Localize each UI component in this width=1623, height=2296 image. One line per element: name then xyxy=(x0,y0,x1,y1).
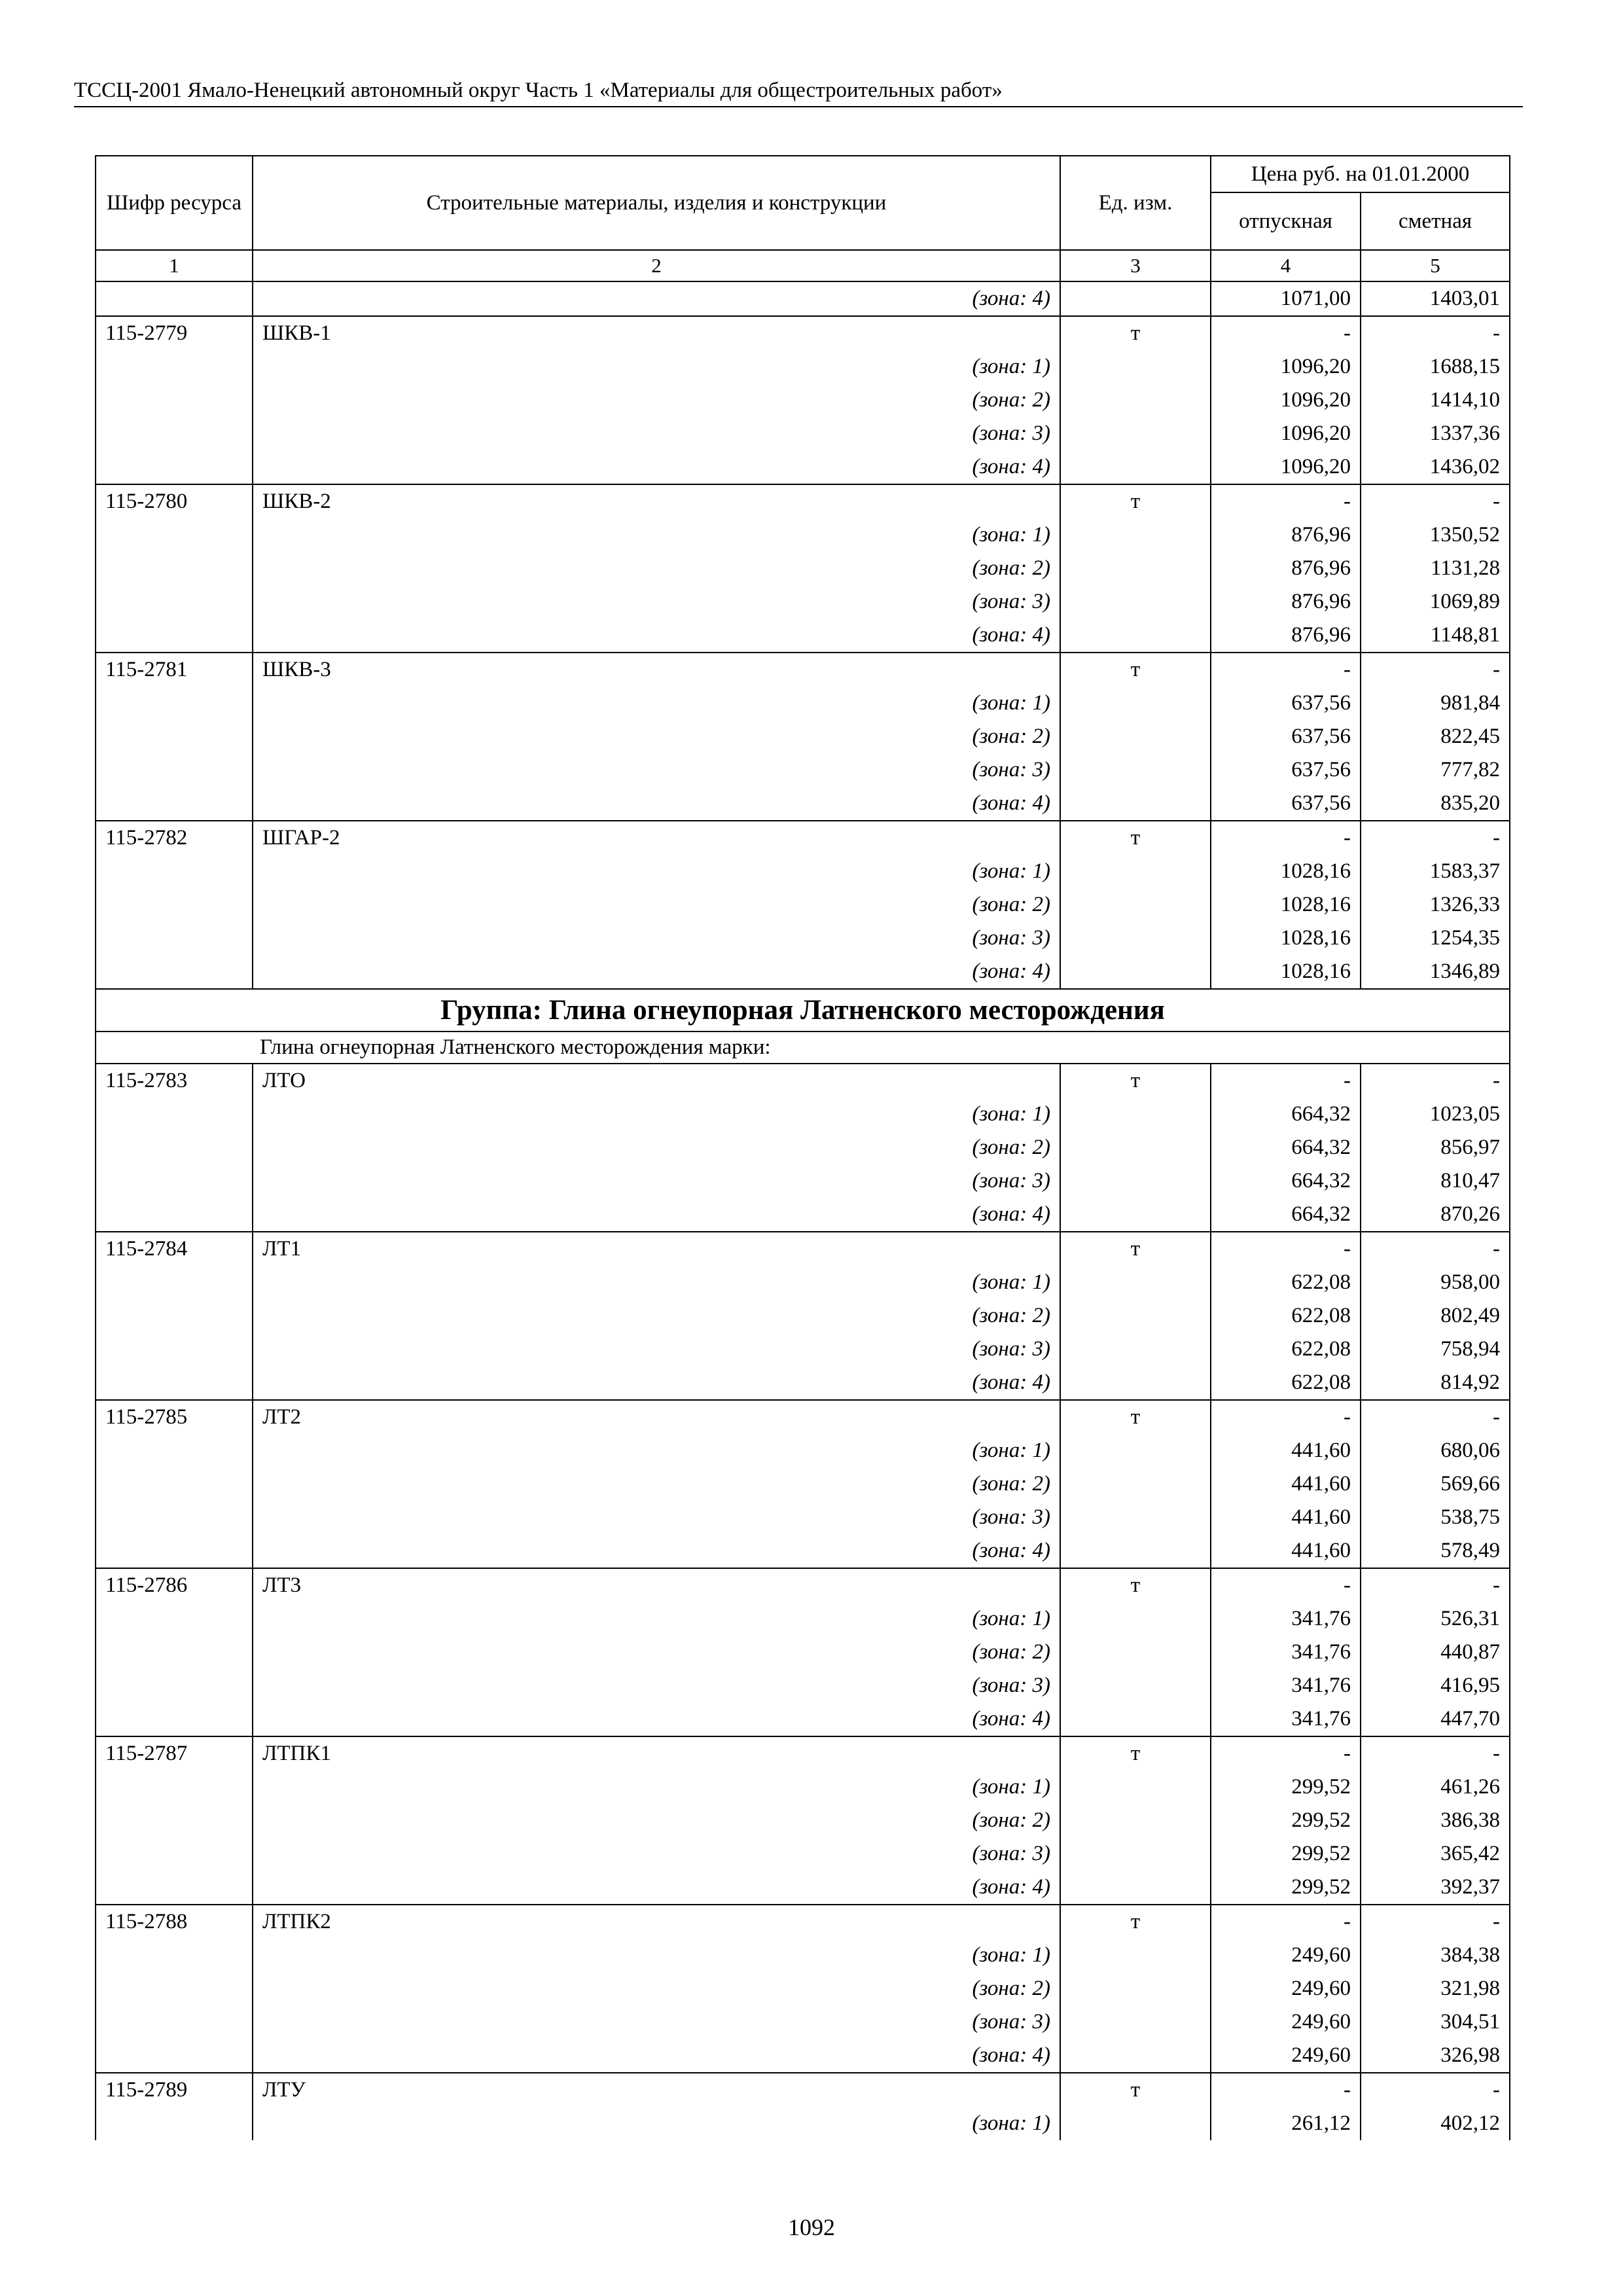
unit: т xyxy=(1060,653,1211,687)
zone-label: (зона: 1) xyxy=(253,2107,1060,2140)
table-row-zone xyxy=(96,855,1510,888)
unit: т xyxy=(1060,1400,1211,1434)
table-row-zone xyxy=(96,1770,1510,1804)
estimate-price: 386,38 xyxy=(1361,1804,1510,1837)
estimate-price: - xyxy=(1361,316,1510,350)
col-header-name: Строительные материалы, изделия и конструкции xyxy=(253,156,1060,250)
table-row-zone xyxy=(96,1299,1510,1333)
estimate-price: 981,84 xyxy=(1361,687,1510,720)
table-row-zone xyxy=(96,1534,1510,1568)
unit: т xyxy=(1060,2073,1211,2107)
table-row-zone xyxy=(96,687,1510,720)
page-number: 1092 xyxy=(788,2214,835,2240)
table-row-item xyxy=(96,1736,1510,1770)
table-body-after-group xyxy=(96,1064,1510,2140)
table-row-zone xyxy=(96,2107,1510,2140)
estimate-price: 1436,02 xyxy=(1361,450,1510,484)
zone-label: (зона: 3) xyxy=(253,1837,1060,1871)
zone-label: (зона: 3) xyxy=(253,1669,1060,1702)
table-row-zone xyxy=(96,1669,1510,1702)
release-price: - xyxy=(1211,1064,1361,1098)
table-row-zone xyxy=(96,1131,1510,1164)
release-price: 299,52 xyxy=(1211,1871,1361,1905)
estimate-price: - xyxy=(1361,2073,1510,2107)
table-row-zone xyxy=(96,1198,1510,1232)
estimate-price: 758,94 xyxy=(1361,1333,1510,1366)
release-price: 249,60 xyxy=(1211,2005,1361,2039)
zone-label: (зона: 1) xyxy=(253,518,1060,552)
release-price: 261,12 xyxy=(1211,2107,1361,2140)
zone-label: (зона: 1) xyxy=(253,1602,1060,1636)
resource-code: 115-2789 xyxy=(96,2073,253,2107)
estimate-price: 1403,01 xyxy=(1361,281,1510,316)
release-price: 1071,00 xyxy=(1211,281,1361,316)
table-row-zone xyxy=(96,1434,1510,1467)
release-price: 637,56 xyxy=(1211,787,1361,821)
estimate-price: 384,38 xyxy=(1361,1939,1510,1972)
resource-code: 115-2785 xyxy=(96,1400,253,1434)
table-row-zone xyxy=(96,1366,1510,1400)
table-row-zone xyxy=(96,1467,1510,1501)
unit: т xyxy=(1060,316,1211,350)
release-price: 441,60 xyxy=(1211,1501,1361,1534)
table-row-item xyxy=(96,1905,1510,1939)
release-price: 249,60 xyxy=(1211,1972,1361,2005)
material-name: ШКВ-1 xyxy=(253,316,1060,350)
resource-code: 115-2783 xyxy=(96,1064,253,1098)
release-price: 664,32 xyxy=(1211,1164,1361,1198)
table-row-zone xyxy=(96,1501,1510,1534)
release-price: 341,76 xyxy=(1211,1669,1361,1702)
table-row-zone xyxy=(96,1333,1510,1366)
unit: т xyxy=(1060,1568,1211,1602)
estimate-price: 392,37 xyxy=(1361,1871,1510,1905)
estimate-price: 440,87 xyxy=(1361,1636,1510,1669)
release-price: - xyxy=(1211,2073,1361,2107)
table-row-zone xyxy=(96,922,1510,955)
table-row-item xyxy=(96,653,1510,687)
table-row-zone xyxy=(96,619,1510,653)
estimate-price: - xyxy=(1361,1232,1510,1266)
zone-label: (зона: 4) xyxy=(253,955,1060,989)
resource-code: 115-2781 xyxy=(96,653,253,687)
material-name: ЛТУ xyxy=(253,2073,1060,2107)
table-row-item xyxy=(96,1568,1510,1602)
estimate-price: 1254,35 xyxy=(1361,922,1510,955)
release-price: 441,60 xyxy=(1211,1434,1361,1467)
zone-label: (зона: 4) xyxy=(253,281,1060,316)
release-price: 1028,16 xyxy=(1211,955,1361,989)
estimate-price: 304,51 xyxy=(1361,2005,1510,2039)
col-header-code: Шифр ресурса xyxy=(96,156,253,250)
table-row-item xyxy=(96,2073,1510,2107)
table-row-zone xyxy=(96,888,1510,922)
release-price: 622,08 xyxy=(1211,1299,1361,1333)
zone-label: (зона: 1) xyxy=(253,687,1060,720)
estimate-price: 569,66 xyxy=(1361,1467,1510,1501)
release-price: 299,52 xyxy=(1211,1804,1361,1837)
col-header-estimate: сметная xyxy=(1361,192,1510,250)
zone-label: (зона: 4) xyxy=(253,1198,1060,1232)
zone-label: (зона: 3) xyxy=(253,2005,1060,2039)
release-price: - xyxy=(1211,484,1361,518)
table-row-zone xyxy=(96,518,1510,552)
estimate-price: 777,82 xyxy=(1361,753,1510,787)
group-section xyxy=(96,989,1510,1064)
release-price: 1028,16 xyxy=(1211,855,1361,888)
release-price: 299,52 xyxy=(1211,1770,1361,1804)
estimate-price: 1414,10 xyxy=(1361,384,1510,417)
estimate-price: - xyxy=(1361,821,1510,855)
release-price: 637,56 xyxy=(1211,753,1361,787)
estimate-price: 447,70 xyxy=(1361,1702,1510,1736)
table-row-zone xyxy=(96,1266,1510,1299)
release-price: 664,32 xyxy=(1211,1098,1361,1131)
col-number: 3 xyxy=(1060,250,1211,281)
estimate-price: 1346,89 xyxy=(1361,955,1510,989)
release-price: 637,56 xyxy=(1211,687,1361,720)
col-number: 2 xyxy=(253,250,1060,281)
table-row-zone xyxy=(96,1939,1510,1972)
resource-code: 115-2780 xyxy=(96,484,253,518)
table-row-zone xyxy=(96,720,1510,753)
release-price: 622,08 xyxy=(1211,1333,1361,1366)
zone-label: (зона: 4) xyxy=(253,2039,1060,2073)
release-price: 664,32 xyxy=(1211,1131,1361,1164)
table-body-before-group xyxy=(96,281,1510,989)
page-header: ТССЦ-2001 Ямало-Ненецкий автономный округ Часть 1 «Материалы для общестроительных работ» xyxy=(74,79,1003,102)
estimate-price: - xyxy=(1361,1400,1510,1434)
unit: т xyxy=(1060,821,1211,855)
table-row-item xyxy=(96,316,1510,350)
release-price: - xyxy=(1211,1736,1361,1770)
table-row-zone xyxy=(96,552,1510,585)
estimate-price: 1688,15 xyxy=(1361,350,1510,384)
zone-label: (зона: 4) xyxy=(253,1366,1060,1400)
zone-label: (зона: 2) xyxy=(253,1131,1060,1164)
zone-label: (зона: 1) xyxy=(253,350,1060,384)
estimate-price: 365,42 xyxy=(1361,1837,1510,1871)
zone-label: (зона: 4) xyxy=(253,1534,1060,1568)
table-row-zone xyxy=(96,2039,1510,2073)
group-title: Группа: Глина огнеупорная Латненского месторождения xyxy=(96,989,1510,1031)
resource-code: 115-2787 xyxy=(96,1736,253,1770)
estimate-price: 870,26 xyxy=(1361,1198,1510,1232)
release-price: 637,56 xyxy=(1211,720,1361,753)
material-name: ШГАР-2 xyxy=(253,821,1060,855)
table-row-zone xyxy=(96,1098,1510,1131)
table-row-zone xyxy=(96,350,1510,384)
zone-label: (зона: 2) xyxy=(253,1972,1060,2005)
zone-label: (зона: 3) xyxy=(253,1164,1060,1198)
table-row-zone xyxy=(96,384,1510,417)
estimate-price: - xyxy=(1361,484,1510,518)
release-price: 622,08 xyxy=(1211,1266,1361,1299)
zone-label: (зона: 4) xyxy=(253,787,1060,821)
zone-label: (зона: 4) xyxy=(253,619,1060,653)
estimate-price: 526,31 xyxy=(1361,1602,1510,1636)
col-header-release: отпускная xyxy=(1211,192,1361,250)
table-row-item xyxy=(96,1064,1510,1098)
resource-code: 115-2779 xyxy=(96,316,253,350)
release-price: - xyxy=(1211,821,1361,855)
zone-label: (зона: 2) xyxy=(253,384,1060,417)
release-price: 1096,20 xyxy=(1211,417,1361,450)
unit: т xyxy=(1060,1736,1211,1770)
estimate-price: 1583,37 xyxy=(1361,855,1510,888)
material-name: ЛТ1 xyxy=(253,1232,1060,1266)
table-row-zone xyxy=(96,1837,1510,1871)
unit: т xyxy=(1060,1064,1211,1098)
material-name: ЛТПК1 xyxy=(253,1736,1060,1770)
estimate-price: 538,75 xyxy=(1361,1501,1510,1534)
table-row-zone xyxy=(96,2005,1510,2039)
col-number: 1 xyxy=(96,250,253,281)
zone-label: (зона: 1) xyxy=(253,1770,1060,1804)
release-price: - xyxy=(1211,653,1361,687)
table-row-item xyxy=(96,484,1510,518)
release-price: 249,60 xyxy=(1211,1939,1361,1972)
release-price: 341,76 xyxy=(1211,1702,1361,1736)
table-row-zone xyxy=(96,1602,1510,1636)
zone-label: (зона: 3) xyxy=(253,922,1060,955)
zone-label: (зона: 2) xyxy=(253,1804,1060,1837)
table-row-zone xyxy=(96,1972,1510,2005)
estimate-price: 416,95 xyxy=(1361,1669,1510,1702)
release-price: 249,60 xyxy=(1211,2039,1361,2073)
table-row-zone xyxy=(96,417,1510,450)
table-row-item xyxy=(96,1232,1510,1266)
zone-label: (зона: 2) xyxy=(253,1636,1060,1669)
col-header-price: Цена руб. на 01.01.2000 xyxy=(1211,156,1510,192)
estimate-price: - xyxy=(1361,653,1510,687)
unit: т xyxy=(1060,1232,1211,1266)
estimate-price: - xyxy=(1361,1905,1510,1939)
zone-label: (зона: 3) xyxy=(253,753,1060,787)
table-row-zone xyxy=(96,450,1510,484)
release-price: 341,76 xyxy=(1211,1636,1361,1669)
resource-code: 115-2786 xyxy=(96,1568,253,1602)
estimate-price: 326,98 xyxy=(1361,2039,1510,2073)
zone-label: (зона: 2) xyxy=(253,888,1060,922)
zone-label: (зона: 4) xyxy=(253,1871,1060,1905)
estimate-price: 958,00 xyxy=(1361,1266,1510,1299)
estimate-price: 1350,52 xyxy=(1361,518,1510,552)
release-price: 1028,16 xyxy=(1211,922,1361,955)
col-number: 5 xyxy=(1361,250,1510,281)
zone-label: (зона: 3) xyxy=(253,1501,1060,1534)
estimate-price: 856,97 xyxy=(1361,1131,1510,1164)
estimate-price: 802,49 xyxy=(1361,1299,1510,1333)
zone-label: (зона: 4) xyxy=(253,450,1060,484)
release-price: 441,60 xyxy=(1211,1467,1361,1501)
table-row-zone xyxy=(96,1702,1510,1736)
zone-label: (зона: 3) xyxy=(253,1333,1060,1366)
estimate-price: 810,47 xyxy=(1361,1164,1510,1198)
zone-label: (зона: 1) xyxy=(253,1266,1060,1299)
release-price: - xyxy=(1211,1905,1361,1939)
estimate-price: - xyxy=(1361,1064,1510,1098)
estimate-price: 1131,28 xyxy=(1361,552,1510,585)
table-row-item xyxy=(96,1400,1510,1434)
release-price: 299,52 xyxy=(1211,1837,1361,1871)
estimate-price: - xyxy=(1361,1736,1510,1770)
resource-code: 115-2788 xyxy=(96,1905,253,1939)
unit: т xyxy=(1060,1905,1211,1939)
release-price: 1096,20 xyxy=(1211,384,1361,417)
release-price: 441,60 xyxy=(1211,1534,1361,1568)
material-name: ШКВ-3 xyxy=(253,653,1060,687)
zone-label: (зона: 1) xyxy=(253,1098,1060,1131)
zone-label: (зона: 2) xyxy=(253,1467,1060,1501)
unit: т xyxy=(1060,484,1211,518)
release-price: 1028,16 xyxy=(1211,888,1361,922)
estimate-price: 680,06 xyxy=(1361,1434,1510,1467)
table-row-zone xyxy=(96,1804,1510,1837)
release-price: - xyxy=(1211,1568,1361,1602)
estimate-price: 321,98 xyxy=(1361,1972,1510,2005)
zone-label: (зона: 2) xyxy=(253,720,1060,753)
estimate-price: - xyxy=(1361,1568,1510,1602)
table-row-zone xyxy=(96,955,1510,989)
price-table xyxy=(95,155,1510,2140)
estimate-price: 1337,36 xyxy=(1361,417,1510,450)
material-name: ЛТ3 xyxy=(253,1568,1060,1602)
release-price: 876,96 xyxy=(1211,552,1361,585)
release-price: 622,08 xyxy=(1211,1366,1361,1400)
estimate-price: 578,49 xyxy=(1361,1534,1510,1568)
table-row-zone xyxy=(96,1636,1510,1669)
zone-label: (зона: 1) xyxy=(253,1434,1060,1467)
release-price: 341,76 xyxy=(1211,1602,1361,1636)
material-name: ЛТО xyxy=(253,1064,1060,1098)
release-price: - xyxy=(1211,1400,1361,1434)
zone-label: (зона: 3) xyxy=(253,417,1060,450)
estimate-price: 1148,81 xyxy=(1361,619,1510,653)
estimate-price: 814,92 xyxy=(1361,1366,1510,1400)
resource-code: 115-2782 xyxy=(96,821,253,855)
material-name: ЛТПК2 xyxy=(253,1905,1060,1939)
table-row-zone xyxy=(96,787,1510,821)
material-name: ЛТ2 xyxy=(253,1400,1060,1434)
resource-code: 115-2784 xyxy=(96,1232,253,1266)
table-row-zone xyxy=(96,585,1510,619)
group-subtitle: Глина огнеупорная Латненского месторождения марки: xyxy=(96,1031,1510,1064)
col-number: 4 xyxy=(1211,250,1361,281)
zone-label: (зона: 1) xyxy=(253,1939,1060,1972)
estimate-price: 1069,89 xyxy=(1361,585,1510,619)
estimate-price: 402,12 xyxy=(1361,2107,1510,2140)
release-price: 664,32 xyxy=(1211,1198,1361,1232)
table-row-zone xyxy=(96,1871,1510,1905)
estimate-price: 461,26 xyxy=(1361,1770,1510,1804)
release-price: 1096,20 xyxy=(1211,450,1361,484)
zone-label: (зона: 4) xyxy=(253,1702,1060,1736)
group-subtitle-row xyxy=(96,1031,1510,1064)
table-row-item xyxy=(96,821,1510,855)
table-row-carry xyxy=(96,281,1510,316)
table-row-zone xyxy=(96,1164,1510,1198)
release-price: 876,96 xyxy=(1211,585,1361,619)
group-row xyxy=(96,989,1510,1031)
release-price: 876,96 xyxy=(1211,518,1361,552)
release-price: - xyxy=(1211,1232,1361,1266)
header-rule xyxy=(74,106,1523,107)
material-name: ШКВ-2 xyxy=(253,484,1060,518)
estimate-price: 835,20 xyxy=(1361,787,1510,821)
release-price: 1096,20 xyxy=(1211,350,1361,384)
estimate-price: 822,45 xyxy=(1361,720,1510,753)
zone-label: (зона: 2) xyxy=(253,1299,1060,1333)
estimate-price: 1023,05 xyxy=(1361,1098,1510,1131)
release-price: - xyxy=(1211,316,1361,350)
release-price: 876,96 xyxy=(1211,619,1361,653)
zone-label: (зона: 2) xyxy=(253,552,1060,585)
table-row-zone xyxy=(96,753,1510,787)
zone-label: (зона: 1) xyxy=(253,855,1060,888)
zone-label: (зона: 3) xyxy=(253,585,1060,619)
estimate-price: 1326,33 xyxy=(1361,888,1510,922)
col-header-unit: Ед. изм. xyxy=(1060,156,1211,250)
